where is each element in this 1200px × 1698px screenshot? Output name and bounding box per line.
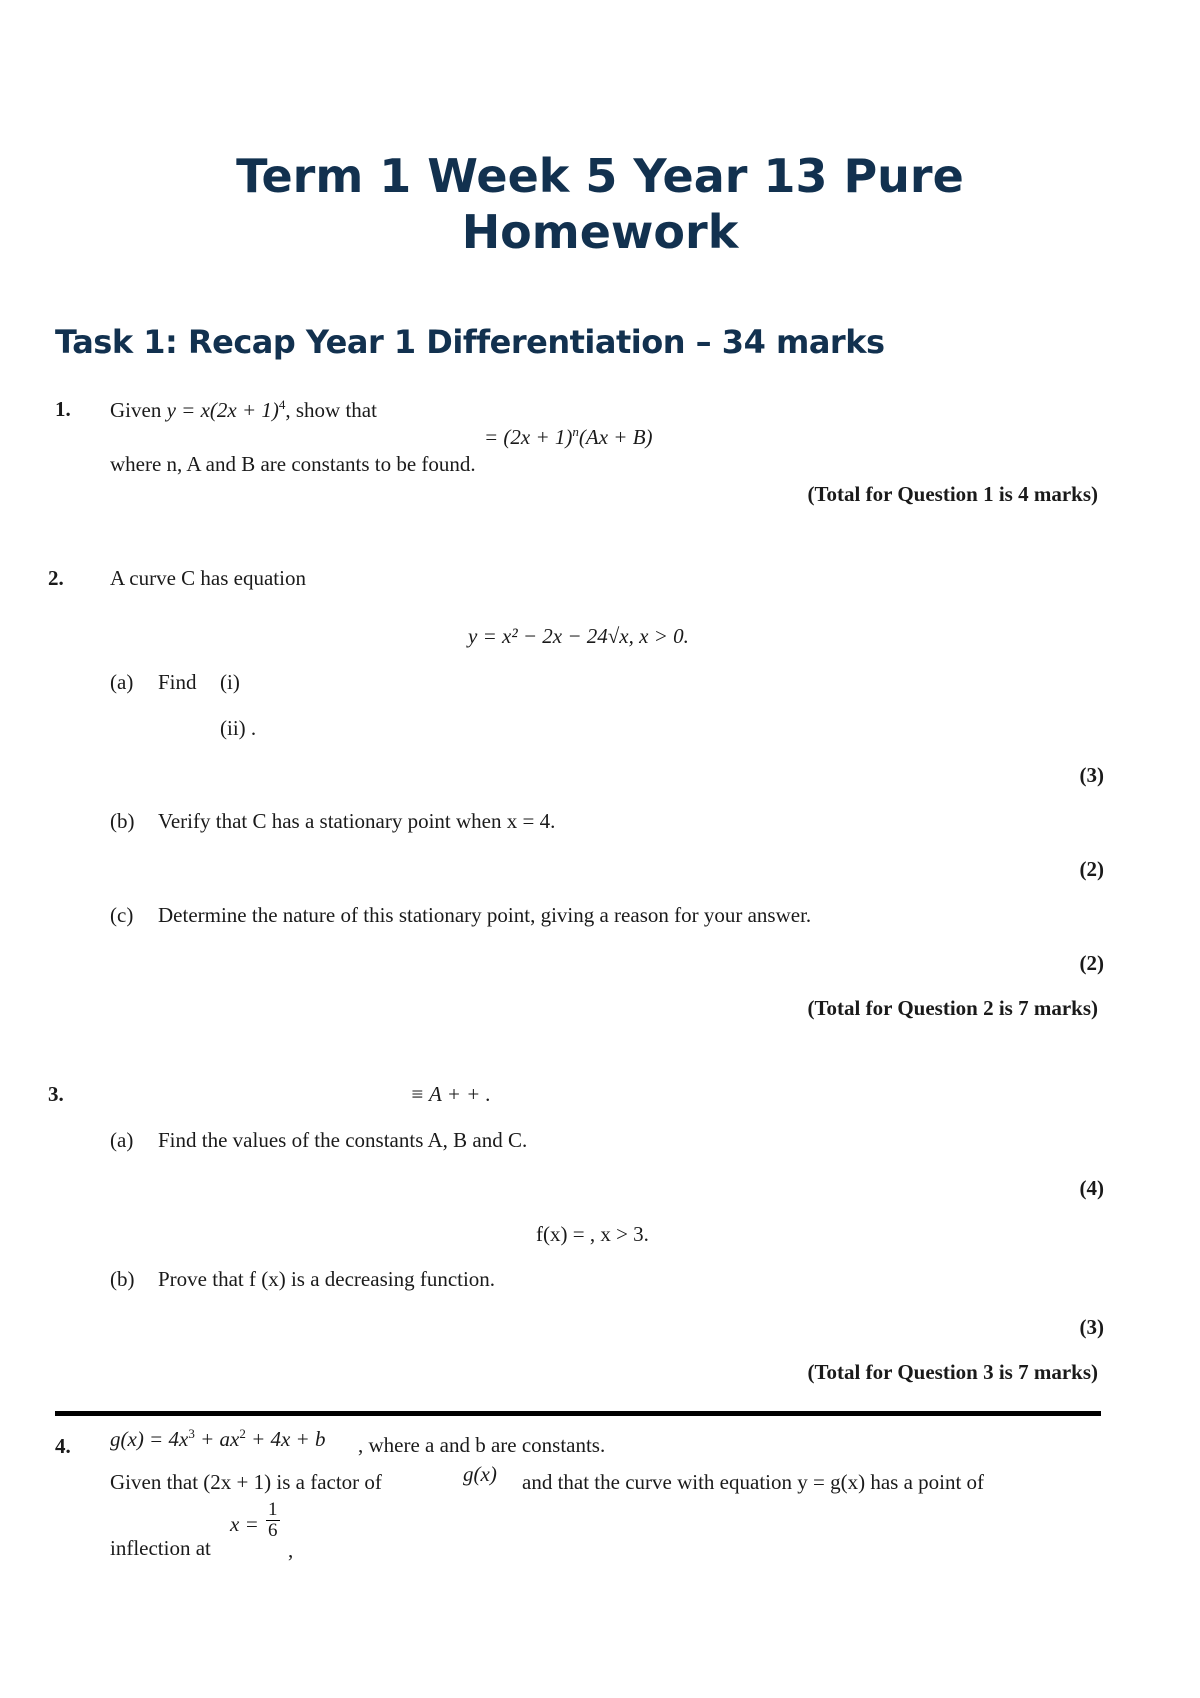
g-def-a: g(x) = 4x [110,1427,189,1451]
question-2b-label: (b) [110,809,135,833]
question-2c-marks: (2) [1079,951,1104,975]
question-1-result [484,424,653,450]
section-divider [55,1411,1101,1416]
question-3-number: 3. [48,1082,64,1106]
question-4-given-a: Given that (2x + 1) is a factor of [110,1470,382,1494]
question-4-given-b: and that the curve with equation y = g(x) has a point of [522,1470,985,1494]
question-1-where: where n, A and B are constants to be found. [110,452,476,476]
g-exponent-1: 3 [188,1426,195,1441]
question-4-x-equals: x = [230,1512,259,1536]
question-2a-part-i: (i) [220,670,240,694]
question-4-g-of-x: g(x) [463,1462,497,1486]
given-exponent: 4 [278,397,286,412]
question-3b-label: (b) [110,1267,135,1291]
question-1-given [110,397,377,423]
question-4-trailing-comma: , [288,1538,294,1562]
question-4-inflection-prefix: inflection at [110,1536,211,1560]
result-exponent: n [572,424,579,439]
page-title-line-2: Homework [461,205,739,259]
fraction-denominator: 6 [268,1519,278,1541]
question-3-total: (Total for Question 3 is 7 marks) [807,1360,1098,1384]
question-4-function [110,1426,325,1452]
g-exponent-2: 2 [239,1426,246,1441]
question-2b-marks: (2) [1079,857,1104,881]
given-suffix: , show that [285,398,377,422]
question-2a-find: Find [158,670,197,694]
question-2c-label: (c) [110,903,134,927]
question-3b-marks: (3) [1079,1315,1104,1339]
question-1-number: 1. [55,397,71,421]
g-def-b: + ax [194,1427,240,1451]
question-2-intro: A curve C has equation [110,566,306,590]
question-2c-text: Determine the nature of this stationary point, giving a reason for your answer. [158,903,812,927]
page-title-line-1: Term 1 Week 5 Year 13 Pure [236,149,964,203]
question-2-total: (Total for Question 2 is 7 marks) [807,996,1098,1020]
question-3-function-definition: f(x) = , x > 3. [536,1222,649,1246]
question-4-fraction [266,1500,280,1541]
given-prefix: Given [110,398,167,422]
question-3a-text: Find the values of the constants A, B and C. [158,1128,528,1152]
question-1-total: (Total for Question 1 is 4 marks) [807,482,1098,506]
question-3a-marks: (4) [1079,1176,1104,1200]
task-heading: Task 1: Recap Year 1 Differentiation – 34 marks [55,323,885,361]
question-2a-part-ii: (ii) . [220,716,257,740]
question-2-equation: y = x² − 2x − 24√x, x > 0. [468,624,689,648]
question-2a-label: (a) [110,670,134,694]
question-3b-text: Prove that f (x) is a decreasing function. [158,1267,496,1291]
fraction-numerator: 1 [268,1499,278,1520]
result-equation-a: = (2x + 1) [484,425,573,449]
given-equation: y = x(2x + 1) [166,398,279,422]
question-4-number: 4. [55,1434,71,1458]
question-3a-label: (a) [110,1128,134,1152]
question-4-constants-note: , where a and b are constants. [358,1433,606,1457]
result-equation-b: (Ax + B) [578,425,653,449]
question-2b-text: Verify that C has a stationary point when x = 4. [158,809,556,833]
question-2a-marks: (3) [1079,763,1104,787]
g-def-c: + 4x + b [245,1427,326,1451]
question-2-number: 2. [48,566,64,590]
question-3-identity: ≡ A + + . [410,1082,491,1106]
